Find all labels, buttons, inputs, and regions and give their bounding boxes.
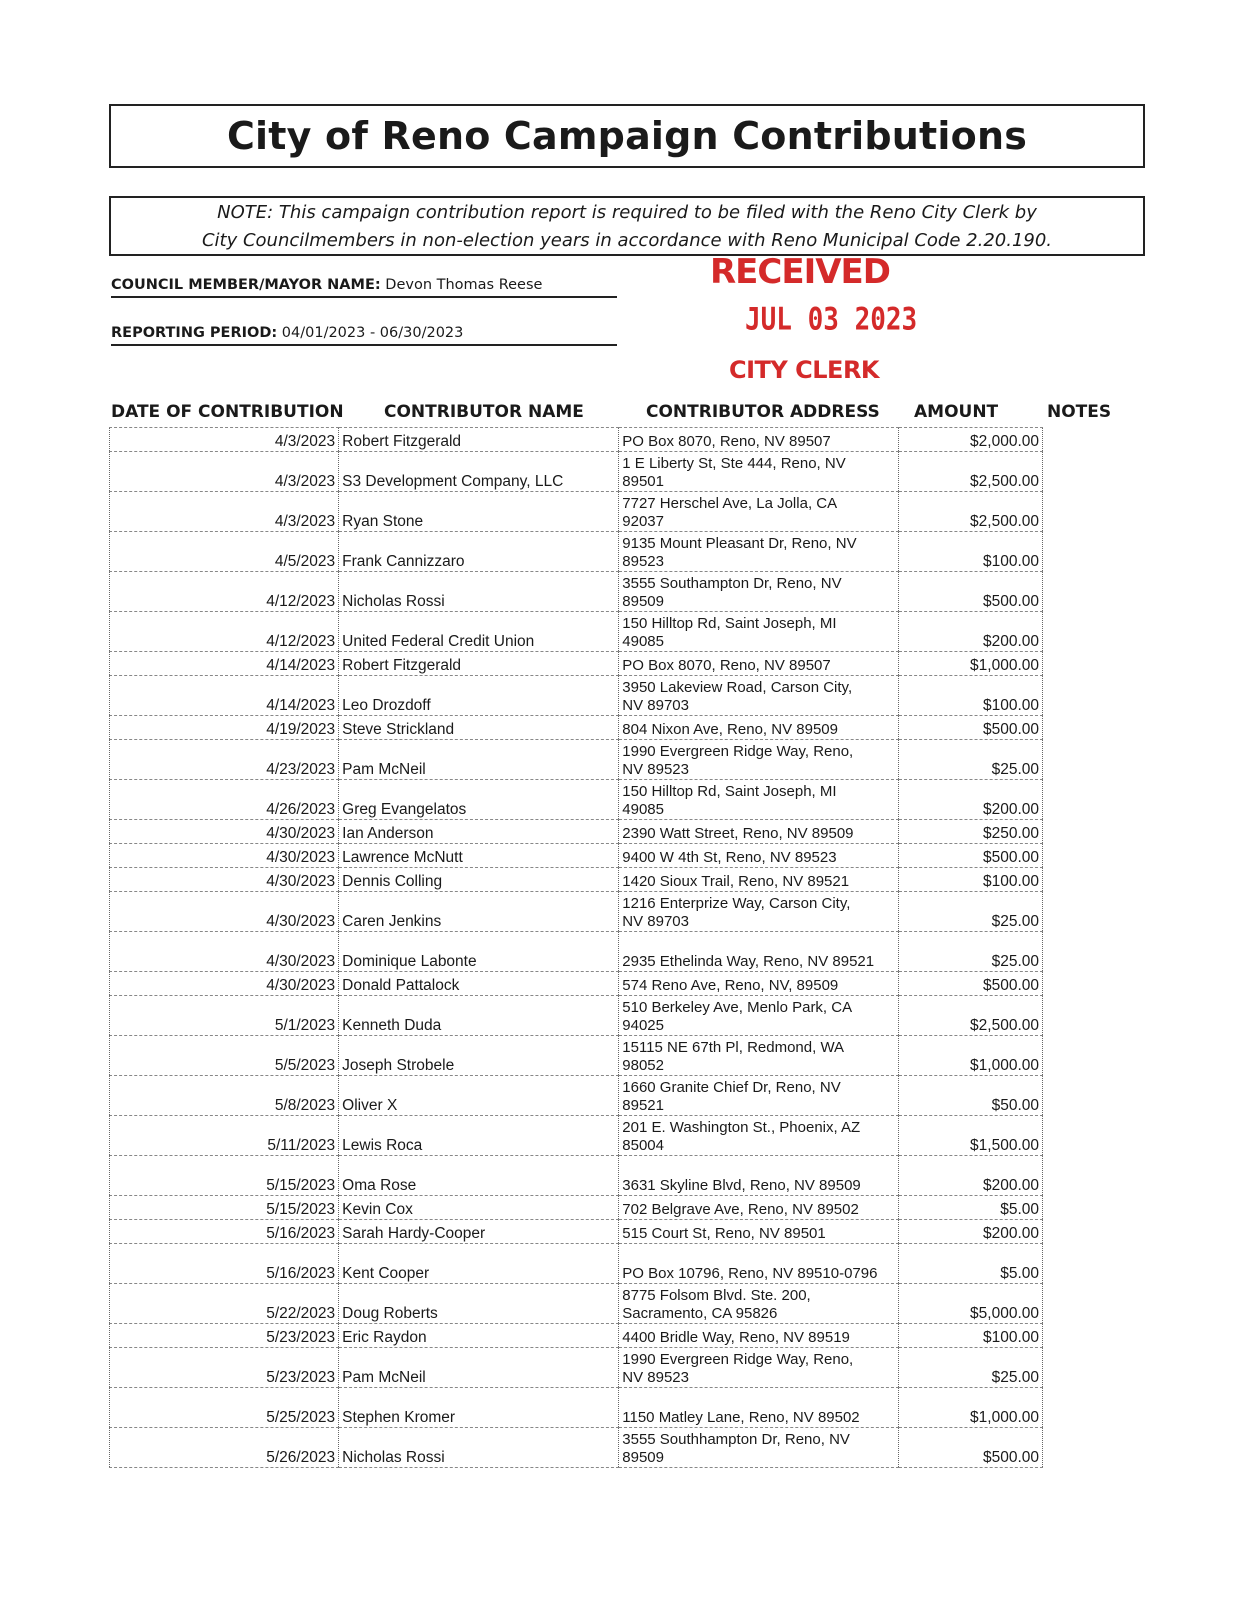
contribution-date-cell: 4/14/2023 — [110, 676, 339, 716]
received-stamp-office: CITY CLERK — [729, 356, 880, 384]
amount-cell: $500.00 — [899, 572, 1043, 612]
contributor-address-cell — [619, 780, 899, 820]
contribution-date-cell: 5/16/2023 — [110, 1220, 339, 1244]
contributor-name-cell: Lawrence McNutt — [339, 844, 619, 868]
contributor-address-cell — [619, 844, 899, 868]
address-line: 49085 — [622, 801, 664, 818]
contributor-address-cell — [619, 972, 899, 996]
amount-cell: $500.00 — [899, 972, 1043, 996]
council-member-field — [111, 277, 617, 298]
contributor-address-cell — [619, 1244, 899, 1284]
table-row — [110, 1284, 1043, 1324]
address-line: 85004 — [622, 1137, 664, 1154]
contributor-name-cell: Robert Fitzgerald — [339, 428, 619, 452]
contribution-date-cell: 5/1/2023 — [110, 996, 339, 1036]
address-line: 94025 — [622, 1017, 664, 1034]
table-row — [110, 1116, 1043, 1156]
amount-cell: $1,000.00 — [899, 652, 1043, 676]
contributor-address-cell — [619, 1156, 899, 1196]
amount-cell: $200.00 — [899, 612, 1043, 652]
address-line: 4400 Bridle Way, Reno, NV 89519 — [622, 1329, 850, 1346]
contribution-date-cell: 4/30/2023 — [110, 892, 339, 932]
contributor-address-cell — [619, 1388, 899, 1428]
contributor-name-cell: Frank Cannizzaro — [339, 532, 619, 572]
table-row — [110, 868, 1043, 892]
contribution-date-cell: 5/23/2023 — [110, 1348, 339, 1388]
table-row — [110, 844, 1043, 868]
contributor-name-cell: United Federal Credit Union — [339, 612, 619, 652]
table-row — [110, 428, 1043, 452]
contributor-name-cell: Lewis Roca — [339, 1116, 619, 1156]
address-line: 7727 Herschel Ave, La Jolla, CA — [622, 495, 838, 512]
contribution-date-cell: 4/23/2023 — [110, 740, 339, 780]
table-row — [110, 676, 1043, 716]
amount-cell: $2,500.00 — [899, 452, 1043, 492]
contribution-date-cell: 5/25/2023 — [110, 1388, 339, 1428]
column-header-name: CONTRIBUTOR NAME — [384, 402, 584, 422]
contribution-date-cell: 4/30/2023 — [110, 868, 339, 892]
reporting-period-value: 04/01/2023 - 06/30/2023 — [281, 325, 464, 341]
contributor-name-cell: Pam McNeil — [339, 740, 619, 780]
address-line: 89509 — [622, 593, 664, 610]
address-line: 804 Nixon Ave, Reno, NV 89509 — [622, 721, 838, 738]
contributor-address-cell — [619, 820, 899, 844]
table-row — [110, 780, 1043, 820]
contribution-date-cell: 5/15/2023 — [110, 1156, 339, 1196]
amount-cell: $5.00 — [899, 1196, 1043, 1220]
contributor-name-cell: Joseph Strobele — [339, 1036, 619, 1076]
contributor-name-cell: Kenneth Duda — [339, 996, 619, 1036]
amount-cell: $500.00 — [899, 844, 1043, 868]
council-member-value: Devon Thomas Reese — [385, 277, 543, 293]
address-line: 9400 W 4th St, Reno, NV 89523 — [622, 849, 837, 866]
contributor-name-cell: Nicholas Rossi — [339, 1428, 619, 1468]
table-row — [110, 532, 1043, 572]
contribution-date-cell: 4/12/2023 — [110, 572, 339, 612]
contributor-name-cell: Ian Anderson — [339, 820, 619, 844]
amount-cell: $2,500.00 — [899, 996, 1043, 1036]
contribution-date-cell: 4/30/2023 — [110, 844, 339, 868]
contribution-date-cell: 5/15/2023 — [110, 1196, 339, 1220]
table-row — [110, 1076, 1043, 1116]
contribution-date-cell: 4/26/2023 — [110, 780, 339, 820]
table-row — [110, 1388, 1043, 1428]
received-stamp: RECEIVED — [710, 252, 890, 292]
table-row — [110, 572, 1043, 612]
contributor-name-cell: Leo Drozdoff — [339, 676, 619, 716]
column-header-address: CONTRIBUTOR ADDRESS — [646, 402, 880, 422]
amount-cell: $50.00 — [899, 1076, 1043, 1116]
contributor-address-cell — [619, 996, 899, 1036]
table-row — [110, 652, 1043, 676]
amount-cell: $25.00 — [899, 740, 1043, 780]
amount-cell: $1,000.00 — [899, 1036, 1043, 1076]
amount-cell: $25.00 — [899, 892, 1043, 932]
reporting-period-label: REPORTING PERIOD: — [111, 325, 278, 341]
contributor-address-cell — [619, 1284, 899, 1324]
address-line: PO Box 8070, Reno, NV 89507 — [622, 433, 831, 450]
contribution-date-cell: 5/8/2023 — [110, 1076, 339, 1116]
contributor-name-cell: Greg Evangelatos — [339, 780, 619, 820]
amount-cell: $5,000.00 — [899, 1284, 1043, 1324]
table-row — [110, 612, 1043, 652]
address-line: 2935 Ethelinda Way, Reno, NV 89521 — [622, 953, 875, 970]
column-header-date: DATE OF CONTRIBUTION — [111, 402, 344, 422]
contributor-name-cell: Kevin Cox — [339, 1196, 619, 1220]
address-line: 1990 Evergreen Ridge Way, Reno, — [622, 743, 854, 760]
contributor-name-cell: Sarah Hardy-Cooper — [339, 1220, 619, 1244]
contribution-date-cell: 4/3/2023 — [110, 452, 339, 492]
address-line: 3555 Southhampton Dr, Reno, NV — [622, 1431, 850, 1448]
table-row — [110, 996, 1043, 1036]
address-line: 89501 — [622, 473, 664, 490]
address-line: NV 89703 — [622, 913, 689, 930]
contributor-name-cell: Eric Raydon — [339, 1324, 619, 1348]
contributions-table — [109, 427, 1043, 1468]
contributor-name-cell: Doug Roberts — [339, 1284, 619, 1324]
address-line: 2390 Watt Street, Reno, NV 89509 — [622, 825, 854, 842]
contributor-address-cell — [619, 1428, 899, 1468]
address-line: 1660 Granite Chief Dr, Reno, NV — [622, 1079, 841, 1096]
contributor-address-cell — [619, 1036, 899, 1076]
contribution-date-cell: 5/22/2023 — [110, 1284, 339, 1324]
contribution-date-cell: 5/11/2023 — [110, 1116, 339, 1156]
amount-cell: $100.00 — [899, 1324, 1043, 1348]
table-row — [110, 1220, 1043, 1244]
contributor-address-cell — [619, 740, 899, 780]
amount-cell: $200.00 — [899, 1220, 1043, 1244]
table-row — [110, 1196, 1043, 1220]
contributor-address-cell — [619, 452, 899, 492]
contributor-address-cell — [619, 932, 899, 972]
address-line: PO Box 8070, Reno, NV 89507 — [622, 657, 831, 674]
table-row — [110, 972, 1043, 996]
table-row — [110, 892, 1043, 932]
contributor-address-cell — [619, 532, 899, 572]
address-line: 1990 Evergreen Ridge Way, Reno, — [622, 1351, 854, 1368]
address-line: NV 89523 — [622, 761, 689, 778]
address-line: 150 Hilltop Rd, Saint Joseph, MI — [622, 783, 837, 800]
contributor-address-cell — [619, 612, 899, 652]
address-line: 9135 Mount Pleasant Dr, Reno, NV — [622, 535, 857, 552]
table-row — [110, 1348, 1043, 1388]
contributor-name-cell: Donald Pattalock — [339, 972, 619, 996]
amount-cell: $200.00 — [899, 780, 1043, 820]
table-row — [110, 1324, 1043, 1348]
contributor-name-cell: Robert Fitzgerald — [339, 652, 619, 676]
amount-cell: $500.00 — [899, 716, 1043, 740]
table-row — [110, 1156, 1043, 1196]
address-line: 98052 — [622, 1057, 664, 1074]
contributor-address-cell — [619, 676, 899, 716]
address-line: NV 89523 — [622, 1369, 689, 1386]
contributor-address-cell — [619, 428, 899, 452]
address-line: 1216 Enterprize Way, Carson City, — [622, 895, 851, 912]
amount-cell: $1,500.00 — [899, 1116, 1043, 1156]
column-header-amount: AMOUNT — [914, 402, 999, 422]
contribution-date-cell: 4/14/2023 — [110, 652, 339, 676]
address-line: 3631 Skyline Blvd, Reno, NV 89509 — [622, 1177, 861, 1194]
amount-cell: $250.00 — [899, 820, 1043, 844]
amount-cell: $2,000.00 — [899, 428, 1043, 452]
address-line: 89509 — [622, 1449, 664, 1466]
address-line: 49085 — [622, 633, 664, 650]
table-row — [110, 740, 1043, 780]
page-title: City of Reno Campaign Contributions — [109, 104, 1145, 168]
contribution-date-cell: 4/12/2023 — [110, 612, 339, 652]
contributor-name-cell: Caren Jenkins — [339, 892, 619, 932]
address-line: 89523 — [622, 553, 664, 570]
address-line: 15115 NE 67th Pl, Redmond, WA — [622, 1039, 845, 1056]
address-line: 702 Belgrave Ave, Reno, NV 89502 — [622, 1201, 859, 1218]
column-header-notes: NOTES — [1047, 402, 1112, 422]
address-line: 8775 Folsom Blvd. Ste. 200, — [622, 1287, 811, 1304]
amount-cell: $500.00 — [899, 1428, 1043, 1468]
table-row — [110, 1244, 1043, 1284]
contribution-date-cell: 4/5/2023 — [110, 532, 339, 572]
amount-cell: $1,000.00 — [899, 1388, 1043, 1428]
table-row — [110, 452, 1043, 492]
contribution-date-cell: 4/3/2023 — [110, 492, 339, 532]
council-member-label: COUNCIL MEMBER/MAYOR NAME: — [111, 277, 381, 293]
contributor-name-cell: Kent Cooper — [339, 1244, 619, 1284]
address-line: 3950 Lakeview Road, Carson City, — [622, 679, 853, 696]
contributor-address-cell — [619, 1116, 899, 1156]
address-line: 1150 Matley Lane, Reno, NV 89502 — [622, 1409, 860, 1426]
address-line: 150 Hilltop Rd, Saint Joseph, MI — [622, 615, 837, 632]
amount-cell: $5.00 — [899, 1244, 1043, 1284]
contributor-address-cell — [619, 492, 899, 532]
contribution-date-cell: 5/26/2023 — [110, 1428, 339, 1468]
amount-cell: $200.00 — [899, 1156, 1043, 1196]
contributor-address-cell — [619, 1220, 899, 1244]
contributor-name-cell: Ryan Stone — [339, 492, 619, 532]
address-line: 574 Reno Ave, Reno, NV, 89509 — [622, 977, 839, 994]
note-line-2: City Councilmembers in non-election years in accordance with Reno Municipal Code 2.20.190. — [201, 230, 1053, 251]
amount-cell: $2,500.00 — [899, 492, 1043, 532]
contributor-name-cell: S3 Development Company, LLC — [339, 452, 619, 492]
contributor-name-cell: Dennis Colling — [339, 868, 619, 892]
amount-cell: $100.00 — [899, 868, 1043, 892]
table-row — [110, 492, 1043, 532]
address-line: 1420 Sioux Trail, Reno, NV 89521 — [622, 873, 850, 890]
address-line: Sacramento, CA 95826 — [622, 1305, 778, 1322]
contributor-name-cell: Stephen Kromer — [339, 1388, 619, 1428]
contributor-address-cell — [619, 1196, 899, 1220]
contributor-name-cell: Dominique Labonte — [339, 932, 619, 972]
amount-cell: $100.00 — [899, 676, 1043, 716]
amount-cell: $25.00 — [899, 1348, 1043, 1388]
contribution-date-cell: 4/3/2023 — [110, 428, 339, 452]
table-row — [110, 1428, 1043, 1468]
contribution-date-cell: 5/23/2023 — [110, 1324, 339, 1348]
address-line: 510 Berkeley Ave, Menlo Park, CA — [622, 999, 853, 1016]
table-row — [110, 716, 1043, 740]
table-row — [110, 820, 1043, 844]
table-row — [110, 932, 1043, 972]
contributor-name-cell: Steve Strickland — [339, 716, 619, 740]
address-line: 3555 Southampton Dr, Reno, NV — [622, 575, 842, 592]
address-line: NV 89703 — [622, 697, 689, 714]
reporting-period-field — [111, 325, 617, 346]
amount-cell: $100.00 — [899, 532, 1043, 572]
contributor-address-cell — [619, 652, 899, 676]
contributor-address-cell — [619, 572, 899, 612]
contributor-name-cell: Oma Rose — [339, 1156, 619, 1196]
address-line: 515 Court St, Reno, NV 89501 — [622, 1225, 826, 1242]
contribution-date-cell: 4/19/2023 — [110, 716, 339, 740]
address-line: 89521 — [622, 1097, 664, 1114]
filing-note — [109, 196, 1145, 256]
address-line: 201 E. Washington St., Phoenix, AZ — [622, 1119, 861, 1136]
contributor-name-cell: Pam McNeil — [339, 1348, 619, 1388]
address-line: PO Box 10796, Reno, NV 89510-0796 — [622, 1265, 878, 1282]
contributor-name-cell: Nicholas Rossi — [339, 572, 619, 612]
contribution-date-cell: 4/30/2023 — [110, 932, 339, 972]
contributor-address-cell — [619, 892, 899, 932]
received-stamp-date: JUL 03 2023 — [745, 302, 918, 338]
amount-cell: $25.00 — [899, 932, 1043, 972]
contributor-address-cell — [619, 1076, 899, 1116]
contributor-name-cell: Oliver X — [339, 1076, 619, 1116]
contribution-date-cell: 5/5/2023 — [110, 1036, 339, 1076]
address-line: 1 E Liberty St, Ste 444, Reno, NV — [622, 455, 846, 472]
contribution-date-cell: 4/30/2023 — [110, 972, 339, 996]
contributor-address-cell — [619, 1324, 899, 1348]
table-row — [110, 1036, 1043, 1076]
contribution-date-cell: 5/16/2023 — [110, 1244, 339, 1284]
address-line: 92037 — [622, 513, 664, 530]
contributor-address-cell — [619, 716, 899, 740]
contributor-address-cell — [619, 1348, 899, 1388]
contribution-date-cell: 4/30/2023 — [110, 820, 339, 844]
contributor-address-cell — [619, 868, 899, 892]
note-line-1: NOTE: This campaign contribution report is required to be filed with the Reno City Clerk by — [217, 202, 1037, 223]
